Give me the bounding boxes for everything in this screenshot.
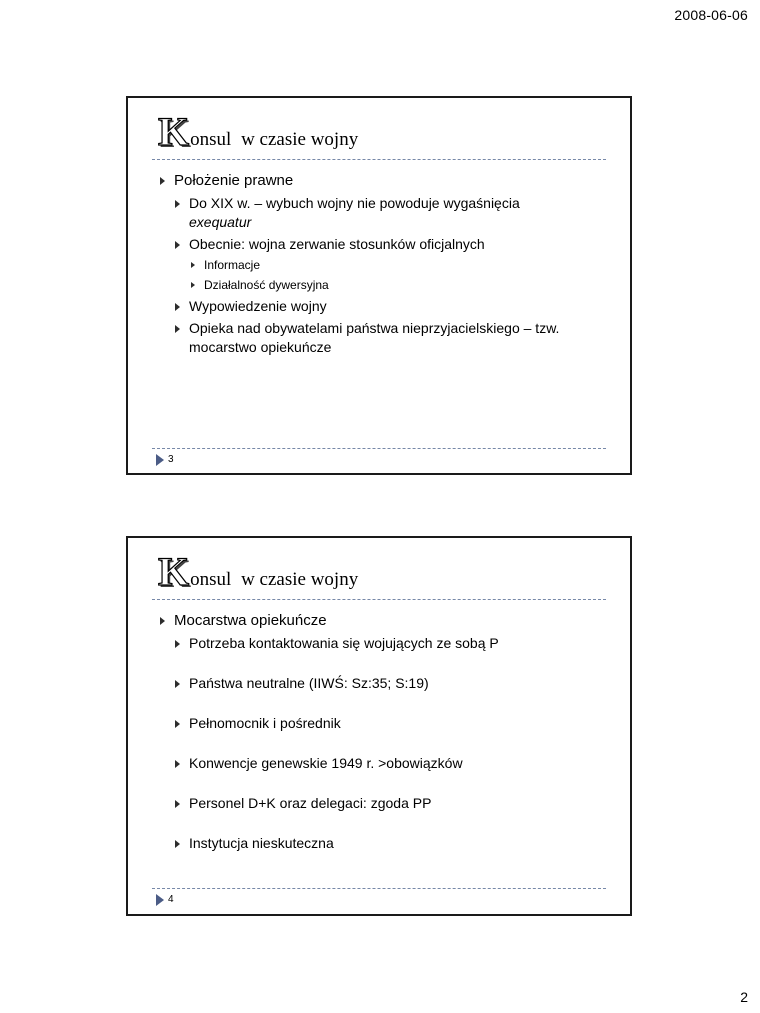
bullet-item: Do XIX w. – wybuch wojny nie powoduje wygaśnięcia exequatur <box>158 194 610 232</box>
title-rest: onsul w czasie wojny <box>190 569 359 590</box>
slide-content <box>158 611 610 874</box>
bullet-arrow-icon <box>175 680 180 688</box>
bullet-arrow-icon <box>175 760 180 768</box>
slide-4 <box>126 536 632 916</box>
bullet-arrow-icon <box>175 720 180 728</box>
bullet-item: Państwa neutralne (IIWŚ: Sz:35; S:19) <box>158 674 610 693</box>
bullet-arrow-icon <box>191 262 195 268</box>
slide-number: 4 <box>168 894 174 905</box>
sub-bullet-item: Informacje <box>158 257 610 273</box>
bullet-heading: Mocarstwa opiekuńcze <box>158 611 610 631</box>
title-divider <box>152 599 606 600</box>
slide-number: 3 <box>168 454 174 465</box>
bullet-item: Pełnomocnik i pośrednik <box>158 714 610 733</box>
slide-title <box>158 109 359 154</box>
bullet-arrow-icon <box>175 840 180 848</box>
bullet-arrow-icon <box>175 325 180 333</box>
sub-bullet-item: Działalność dywersyjna <box>158 277 610 293</box>
bullet-item: Konwencje genewskie 1949 r. >obowiązków <box>158 754 610 773</box>
title-initial: K <box>158 549 190 594</box>
bullet-arrow-icon <box>175 200 180 208</box>
slide-content <box>158 171 610 360</box>
bullet-item: Opieka nad obywatelami państwa nieprzyjacielskiego – tzw. mocarstwo opiekuńcze <box>158 319 610 357</box>
page-date: 2008-06-06 <box>674 7 748 23</box>
bullet-arrow-icon <box>160 617 165 625</box>
bullet-arrow-icon <box>175 800 180 808</box>
title-initial: K <box>158 109 190 154</box>
footer-divider <box>152 888 606 889</box>
bullet-item: Wypowiedzenie wojny <box>158 297 610 316</box>
bullet-item: Potrzeba kontaktowania się wojujących ze sobą P <box>158 634 610 653</box>
bullet-arrow-icon <box>175 241 180 249</box>
footer-arrow-icon <box>156 454 164 466</box>
bullet-arrow-icon <box>160 177 165 185</box>
title-divider <box>152 159 606 160</box>
page-number: 2 <box>740 989 748 1005</box>
slide-3 <box>126 96 632 475</box>
bullet-item: Personel D+K oraz delegaci: zgoda PP <box>158 794 610 813</box>
bullet-arrow-icon <box>175 303 180 311</box>
bullet-heading: Położenie prawne <box>158 171 610 191</box>
footer-divider <box>152 448 606 449</box>
bullet-arrow-icon <box>191 282 195 288</box>
title-rest: onsul w czasie wojny <box>190 129 359 150</box>
bullet-arrow-icon <box>175 640 180 648</box>
bullet-item: Obecnie: wojna zerwanie stosunków oficjalnych <box>158 235 610 254</box>
footer-arrow-icon <box>156 894 164 906</box>
bullet-item: Instytucja nieskuteczna <box>158 834 610 853</box>
slide-title <box>158 549 359 594</box>
